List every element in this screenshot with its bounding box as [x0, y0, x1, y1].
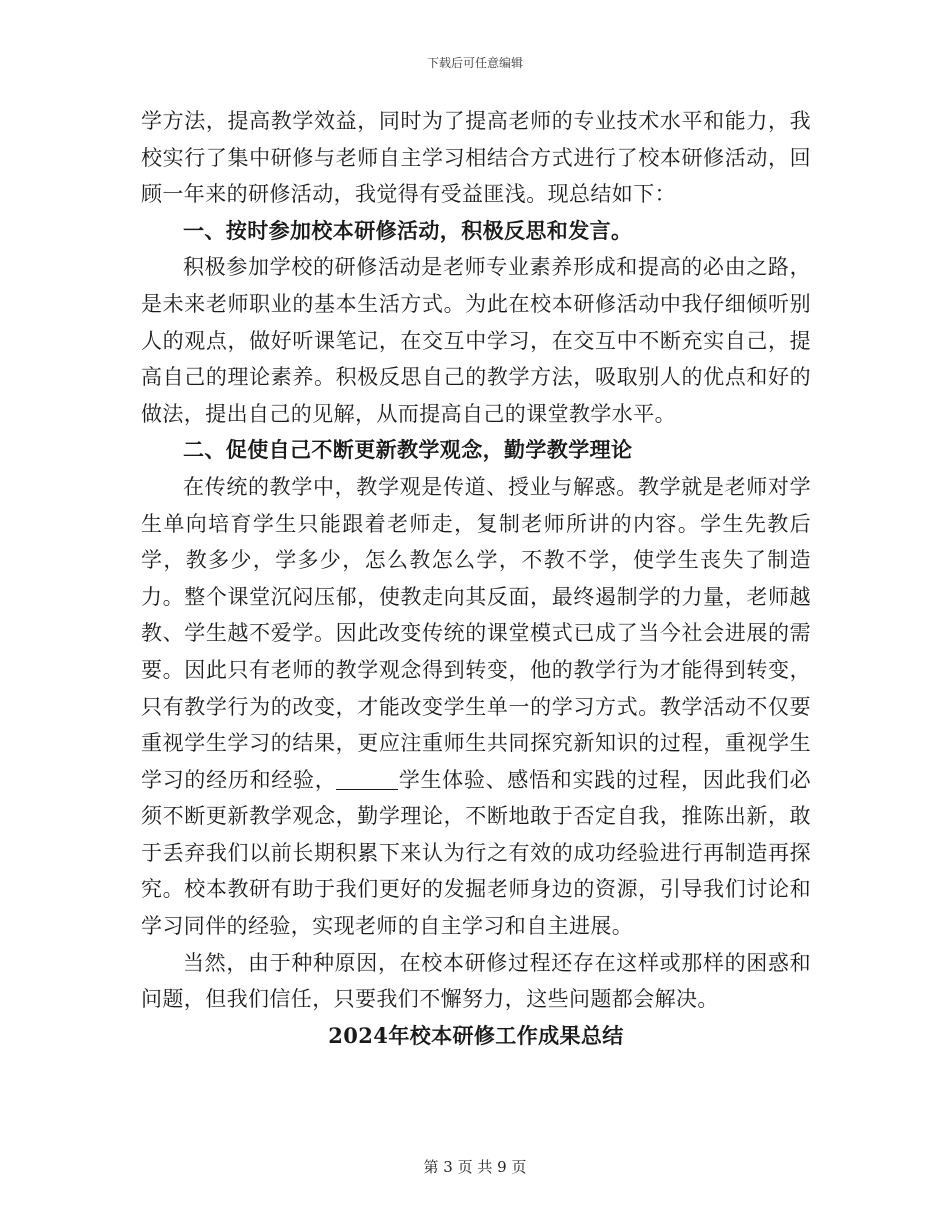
header-note: 下载后可任意编辑 — [426, 56, 523, 70]
paragraph-section-1: 积极参加学校的研修活动是老师专业素养形成和提高的必由之路，是未来老师职业的基本生活方式。为此在校本研修活动中我仔细倾听别人的观点，做好听课笔记，在交互中学习，在交互中不断充实自己，提高自己的理论素养。积极反思自己的教学方法，吸取别人的优点和好的做法，提出自己的见解，从而提高自己的课堂教学水平。 — [141, 255, 811, 426]
page-number: 第 3 页 共 9 页 — [423, 1158, 527, 1176]
document-body — [141, 103, 811, 1054]
section-heading-2: 二、促使自己不断更新教学观念，勤学教学理论 — [183, 437, 633, 463]
next-document-title: 2024年校本研修工作成果总结 — [328, 1022, 624, 1048]
paragraph-section-2-part-b: 学生体验、感悟和实践的过程，因此我们必须不断更新教学观念，勤学理论，不断地敢于否定自我，推陈出新，敢于丢弃我们以前长期积累下来认为行之有效的成功经验进行再制造再探究。校本教研有助于我们更好的发掘老师身边的资源，引导我们讨论和学习同伴的经验，实现老师的自主学习和自主进展。 — [141, 767, 811, 939]
paragraph-section-2-part-a: 在传统的教学中，教学观是传道、授业与解惑。教学就是老师对学生单向培育学生只能跟着老师走，复制老师所讲的内容。学生先教后学，教多少，学多少，怎么教怎么学，不教不学，使学生丧失了制造力。整个课堂沉闷压郁，使教走向其反面，最终遏制学的力量，老师越教、学生越不爱学。因此改变传统的课堂模式已成了当今社会进展的需要。因此只有老师的教学观念得到转变，他的教学行为才能得到转变，只有教学行为的改变，才能改变学生单一的学习方式。教学活动不仅要重视学生学习的结果，更应注重师生共同探究新知识的过程，重视学生学习的经历和经验， — [141, 474, 811, 792]
paragraph-intro-continued: 学方法，提高教学效益，同时为了提高老师的专业技术水平和能力，我校实行了集中研修与老师自主学习相结合方式进行了校本研修活动，回顾一年来的研修活动，我觉得有受益匪浅。现总结如下： — [141, 109, 811, 207]
fill-in-blank — [336, 768, 398, 790]
section-heading-1: 一、按时参加校本研修活动，积极反思和发言。 — [183, 217, 633, 243]
paragraph-conclusion: 当然，由于种种原因，在校本研修过程还存在这样或那样的困惑和问题，但我们信任，只要我们不懈努力，这些问题都会解决。 — [141, 950, 811, 1012]
paragraph-section-2 — [141, 469, 811, 945]
